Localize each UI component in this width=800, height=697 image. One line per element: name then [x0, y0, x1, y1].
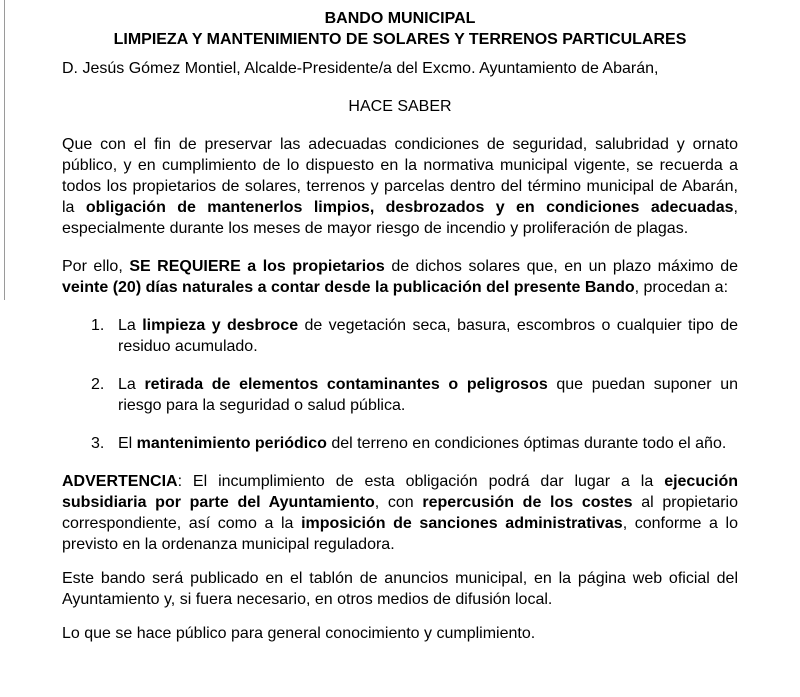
paragraph-requirement	[62, 256, 738, 298]
adv-text-3: al propietario correspondiente, así como a la	[62, 494, 739, 532]
opening-line: D. Jesús Gómez Montiel, Alcalde-Presidente/a del Excmo. Ayuntamiento de Abarán,	[62, 60, 659, 77]
list-item-text-1: La	[118, 376, 145, 393]
window-left-edge	[0, 0, 5, 300]
document-title	[62, 8, 738, 50]
req-bold-plazo: veinte (20) días naturales a contar desde la publicación del presente Bando	[62, 279, 635, 296]
paragraph-closing: Lo que se hace público para general conocimiento y cumplimiento.	[62, 625, 536, 642]
adv-bold-sanciones: imposición de sanciones administrativas	[301, 515, 623, 532]
req-text-3: , procedan a:	[634, 279, 729, 296]
list-item-bold: limpieza y desbroce	[142, 317, 299, 334]
requirements-list	[62, 315, 738, 454]
req-bold-requiere: SE REQUIERE a los propietarios	[129, 258, 385, 275]
adv-text-1: : El incumplimiento de esta obligación podrá dar lugar a la	[177, 473, 665, 490]
adv-text-4: , conforme a lo previsto en la ordenanza municipal reguladora.	[62, 515, 739, 553]
title-line-1: BANDO MUNICIPAL	[324, 10, 476, 27]
req-text-1: Por ello,	[62, 258, 130, 275]
list-item-number: 3.	[91, 435, 105, 452]
hace-saber-heading: HACE SABER	[348, 98, 452, 115]
list-item	[62, 433, 738, 454]
list-item-text-2: de vegetación seca, basura, escombros o cualquier tipo de residuo acumulado.	[118, 317, 739, 355]
list-item-number: 2.	[91, 376, 105, 393]
list-item-text-2: del terreno en condiciones óptimas durante todo el año.	[326, 435, 727, 452]
paragraph-publicacion: Este bando será publicado en el tablón de anuncios municipal, en la página web oficial del Ayuntamiento y, si fuera necesario, en otros medios de difusión local.	[62, 570, 738, 608]
list-item-bold: mantenimiento periódico	[136, 435, 327, 452]
adv-bold-ejecucion: ejecución subsidiaria por parte del Ayuntamiento	[62, 473, 738, 511]
document-page	[62, 8, 738, 644]
paragraph-advertencia	[62, 471, 738, 555]
title-line-2: LIMPIEZA Y MANTENIMIENTO DE SOLARES Y TERRENOS PARTICULARES	[113, 31, 687, 48]
paragraph-intro	[62, 134, 738, 239]
intro-text-2: , especialmente durante los meses de mayor riesgo de incendio y proliferación de plagas.	[62, 199, 738, 237]
list-item-text-2: que puedan suponer un riesgo para la seguridad o salud pública.	[118, 376, 738, 414]
intro-bold-obligation: obligación de mantenerlos limpios, desbrozados y en condiciones adecuadas	[85, 199, 734, 216]
list-item-number: 1.	[91, 317, 105, 334]
list-item-bold: retirada de elementos contaminantes o peligrosos	[144, 376, 548, 393]
list-item	[62, 374, 738, 416]
advertencia-label: ADVERTENCIA	[62, 473, 178, 490]
req-text-2: de dichos solares que, en un plazo máximo de	[384, 258, 739, 275]
list-item	[62, 315, 738, 357]
list-item-text-1: La	[118, 317, 143, 334]
intro-text-1: Que con el fin de preservar las adecuadas condiciones de seguridad, salubridad y ornato público, y en cumplimiento de lo dispuesto en la normativa municipal vigente, se recuerda a todos los propietarios de solares, terrenos y parcelas dentro del término municipal de Abarán, la	[62, 136, 738, 216]
list-item-text-1: El	[118, 435, 137, 452]
adv-bold-costes: repercusión de los costes	[422, 494, 633, 511]
adv-text-2: , con	[374, 494, 423, 511]
